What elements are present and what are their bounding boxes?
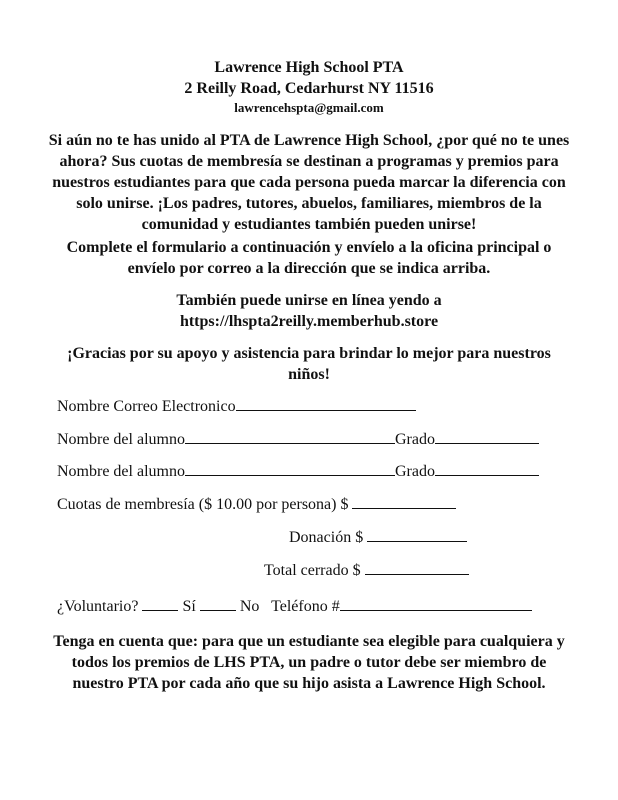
dues-label: Cuotas de membresía ($ 10.00 por persona) $: [57, 496, 349, 513]
online-join-text: También puede unirse en línea yendo a: [176, 292, 442, 309]
grade-blank-1[interactable]: [435, 429, 539, 444]
grade-label-2: Grado: [394, 463, 435, 480]
intro-paragraph: Si aún no te has unido al PTA de Lawrence High School, ¿por qué no te unes ahora? Sus cuotas de membresía se destinan a programas y premios para nuestros estudiantes para que cada persona pueda marcar la diferencia con solo unirse. ¡Los padres, tutores, abuelos, familiares, miembros de la comunidad y estudiantes también pueden unirse!: [48, 132, 570, 233]
dues-row: [57, 494, 456, 515]
total-row: [264, 560, 469, 581]
name-email-row: [57, 396, 416, 417]
org-address: 2 Reilly Road, Cedarhurst NY 11516: [184, 80, 434, 97]
name-email-blank[interactable]: [236, 396, 416, 411]
volunteer-label: ¿Voluntario?: [57, 598, 139, 615]
no-label: No: [239, 598, 260, 615]
instructions-paragraph: Complete el formulario a continuación y envíelo a la oficina principal o envíelo por correo a la dirección que se indica arriba.: [66, 239, 552, 277]
thanks-paragraph: ¡Gracias por su apoyo y asistencia para brindar lo mejor para nuestros niños!: [67, 345, 551, 383]
student-label-2: Nombre del alumno: [57, 463, 185, 480]
name-email-label: Nombre Correo Electronico: [57, 398, 236, 415]
online-join-url: https://lhspta2reilly.memberhub.store: [179, 313, 439, 330]
org-name: Lawrence High School PTA: [214, 59, 404, 76]
total-label: Total cerrado $: [264, 562, 361, 579]
eligibility-note: Tenga en cuenta que: para que un estudiante sea elegible para cualquiera y todos los premios de LHS PTA, un padre o tutor debe ser miembro de nuestro PTA por cada año que su hijo asista a Lawrence High School.: [53, 633, 565, 692]
grade-blank-2[interactable]: [435, 461, 539, 476]
yes-label: Sí: [182, 598, 196, 615]
donation-label: Donación $: [289, 529, 364, 546]
phone-blank[interactable]: [340, 596, 532, 611]
dues-blank[interactable]: [352, 494, 456, 509]
student-label-1: Nombre del alumno: [57, 431, 185, 448]
student-row-1: [57, 429, 539, 450]
volunteer-yes-blank[interactable]: [142, 596, 178, 611]
donation-blank[interactable]: [367, 527, 467, 542]
header: [0, 57, 618, 117]
student-name-blank-1[interactable]: [185, 429, 395, 444]
online-join: [48, 290, 570, 332]
volunteer-no-blank[interactable]: [200, 596, 236, 611]
phone-label: Teléfono #: [271, 598, 340, 615]
donation-row: [289, 527, 467, 548]
student-name-blank-2[interactable]: [185, 461, 395, 476]
org-email: lawrencehspta@gmail.com: [234, 100, 384, 115]
student-row-2: [57, 461, 539, 482]
total-blank[interactable]: [365, 560, 469, 575]
volunteer-row: [57, 596, 532, 617]
grade-label-1: Grado: [394, 431, 435, 448]
